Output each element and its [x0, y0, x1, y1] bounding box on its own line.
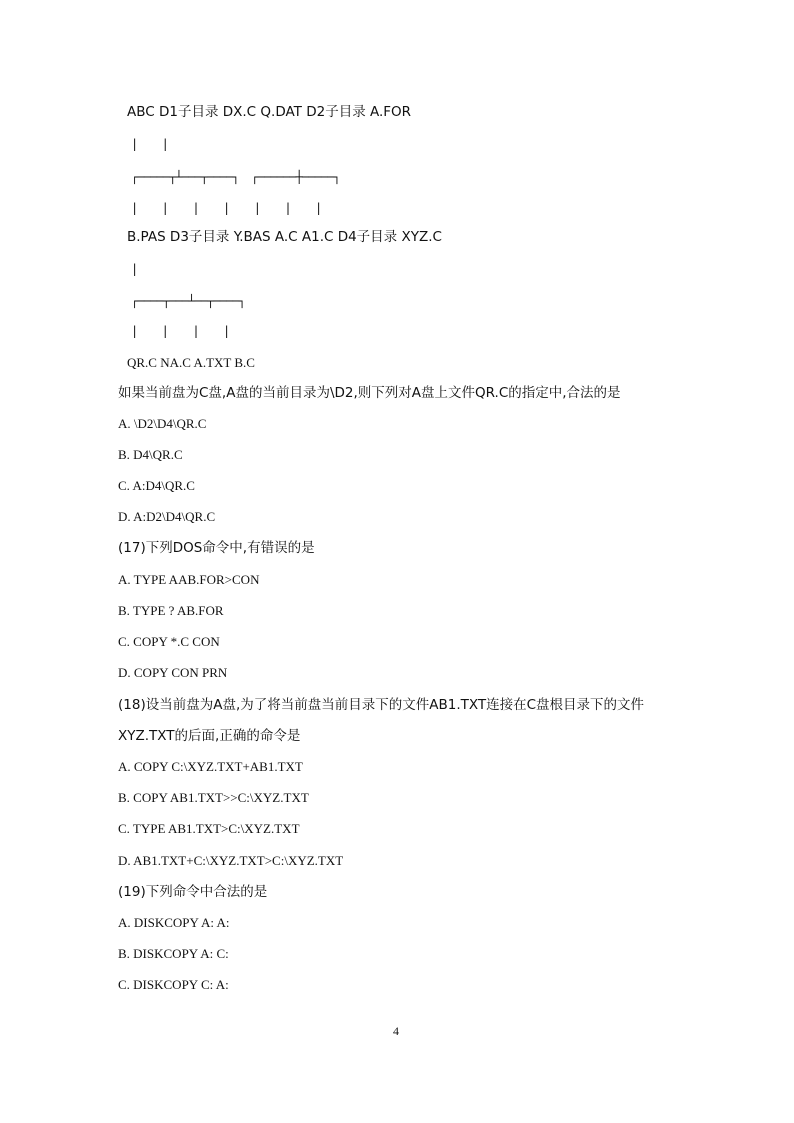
tree-line: | | | | | | | [131, 201, 326, 215]
tree-line: | | | | [131, 324, 234, 338]
option: D. COPY CON PRN [118, 665, 228, 680]
option: B. D4\QR.C [118, 447, 183, 462]
option: A. \D2\D4\QR.C [118, 416, 207, 431]
question-stem: (18)设当前盘为A盘,为了将当前盘当前目录下的文件AB1.TXT连接在C盘根目录下的文件 [118, 697, 645, 713]
option: A. DISKCOPY A: A: [118, 915, 230, 930]
question-stem: (17)下列DOS命令中,有错误的是 [118, 540, 315, 556]
question-stem: 如果当前盘为C盘,A盘的当前目录为\D2,则下列对A盘上文件QR.C的指定中,合法的是 [118, 385, 621, 401]
option: C. TYPE AB1.TXT>C:\XYZ.TXT [118, 821, 300, 836]
tree-line: QR.C NA.C A.TXT B.C [127, 355, 255, 370]
option: C. DISKCOPY C: A: [118, 977, 229, 992]
option: D. A:D2\D4\QR.C [118, 509, 216, 524]
option: C. A:D4\QR.C [118, 478, 195, 493]
tree-line: ┌────┬───┴──┬────┐ [131, 294, 245, 308]
tree-line: ABC D1子目录 DX.C Q.DAT D2子目录 A.FOR [127, 104, 412, 120]
option: B. COPY AB1.TXT>>C:\XYZ.TXT [118, 790, 309, 805]
option: B. TYPE ? AB.FOR [118, 603, 224, 618]
tree-line: | [131, 262, 139, 276]
tree-line: ┌─────┬┴───┬────┐ ┌──────┼─────┐ [131, 170, 340, 184]
option: A. COPY C:\XYZ.TXT+AB1.TXT [118, 759, 303, 774]
option: A. TYPE AAB.FOR>CON [118, 572, 260, 587]
option: C. COPY *.C CON [118, 634, 220, 649]
option: D. AB1.TXT+C:\XYZ.TXT>C:\XYZ.TXT [118, 853, 344, 868]
option: B. DISKCOPY A: C: [118, 946, 229, 961]
tree-line: | | [131, 137, 172, 151]
question-stem: XYZ.TXT的后面,正确的命令是 [118, 728, 301, 744]
question-stem: (19)下列命令中合法的是 [118, 884, 268, 900]
page-number: 4 [393, 1024, 399, 1038]
tree-line: B.PAS D3子目录 Y.BAS A.C A1.C D4子目录 XYZ.C [127, 229, 442, 245]
